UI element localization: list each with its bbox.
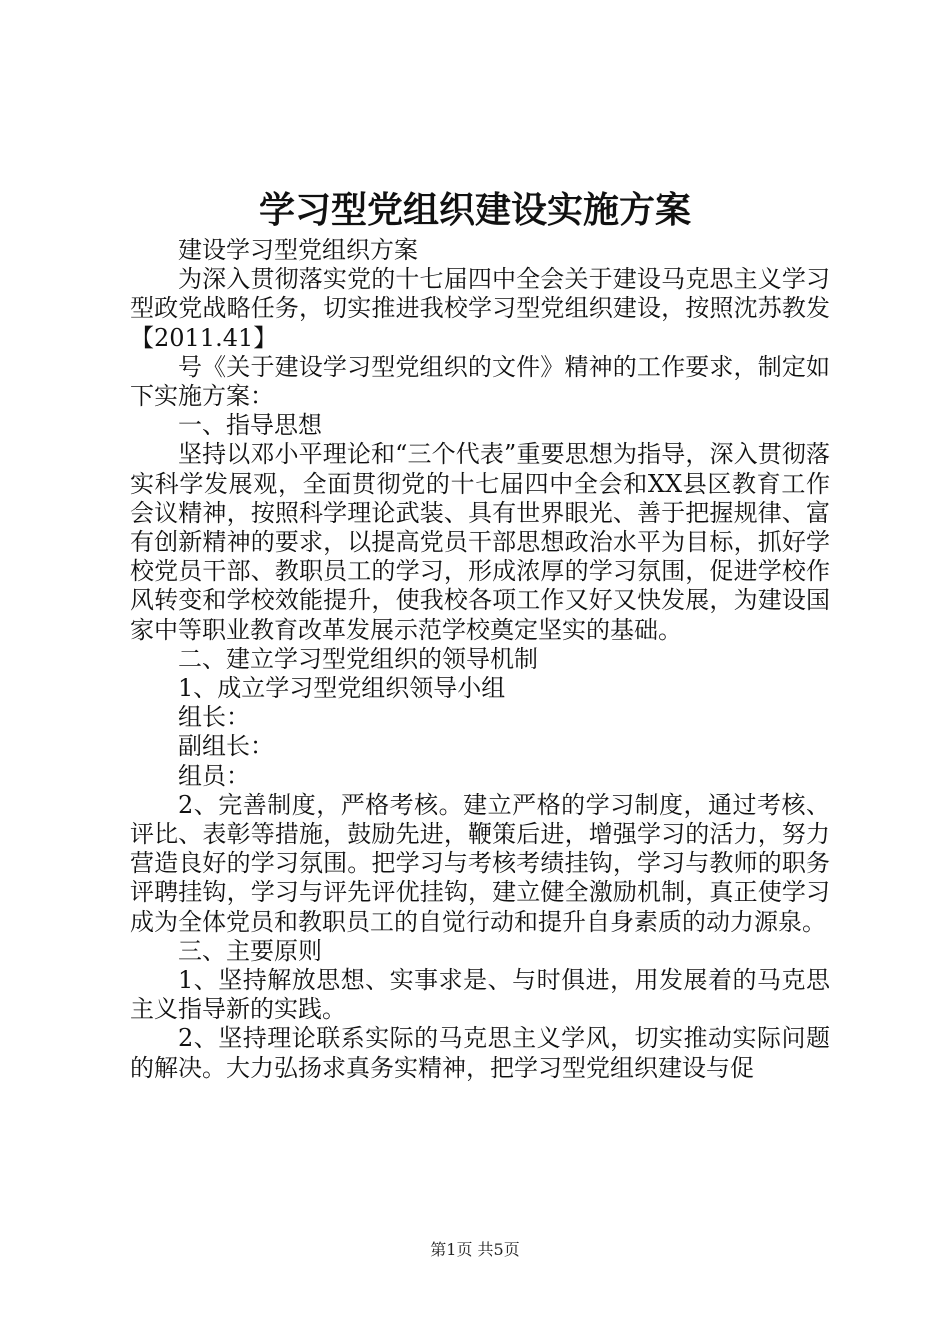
paragraph-intro-cont: 号《关于建设学习型党组织的文件》精神的工作要求，制定如下实施方案： [130,352,830,411]
paragraph-system-assessment: 2、完善制度，严格考核。建立严格的学习制度，通过考核、评比、表彰等措施，鼓励先进，鞭策后进，增强学习的活力，努力营造良好的学习氛围。把学习与考核考绩挂钩，学习与教师的职务评聘挂钩，学习与评先评优挂钩，建立健全激励机制，真正使学习成为全体党员和教职员工的自觉行动和提升自身素质的动力源泉。 [130,790,830,936]
subheading-leading-group: 1、成立学习型党组织领导小组 [178,674,506,703]
document-title: 学习型党组织建设实施方案 [258,189,691,231]
paragraph-principle-2: 2、坚持理论联系实际的马克思主义学风，切实推动实际问题的解决。大力弘扬求真务实精神，把学习型党组织建设与促 [130,1024,830,1082]
page-number-footer: 第1页 共5页 [430,1240,520,1259]
field-members: 组员： [178,761,250,790]
section-heading-principles: 三、主要原则 [178,936,322,965]
paragraph-plan-name: 建设学习型党组织方案 [178,236,418,264]
paragraph-principle-1: 1、坚持解放思想、实事求是、与时俱进，用发展着的马克思主义指导新的实践。 [130,966,830,1024]
section-heading-guiding-thought: 一、指导思想 [178,411,322,440]
paragraph-intro: 为深入贯彻落实党的十七届四中全会关于建设马克思主义学习型政党战略任务，切实推进我校学习型党组织建设，按照沈苏教发【2011.41】 [130,265,830,352]
field-group-leader: 组长： [178,703,250,732]
document-body [130,236,830,1083]
paragraph-guiding-thought: 坚持以邓小平理论和“三个代表”重要思想为指导，深入贯彻落实科学发展观，全面贯彻党的十七届四中全会和XX县区教育工作会议精神，按照科学理论武装、具有世界眼光、善于把握规律、富有创新精神的要求，以提高党员干部思想政治水平为目标，抓好学校党员干部、教职员工的学习，形成浓厚的学习氛围，促进学校作风转变和学校效能提升，使我校各项工作又好又快发展，为建设国家中等职业教育改革发展示范学校奠定坚实的基础。 [130,440,830,644]
field-deputy-leader: 副组长： [178,732,274,761]
section-heading-leadership: 二、建立学习型党组织的领导机制 [178,644,538,673]
